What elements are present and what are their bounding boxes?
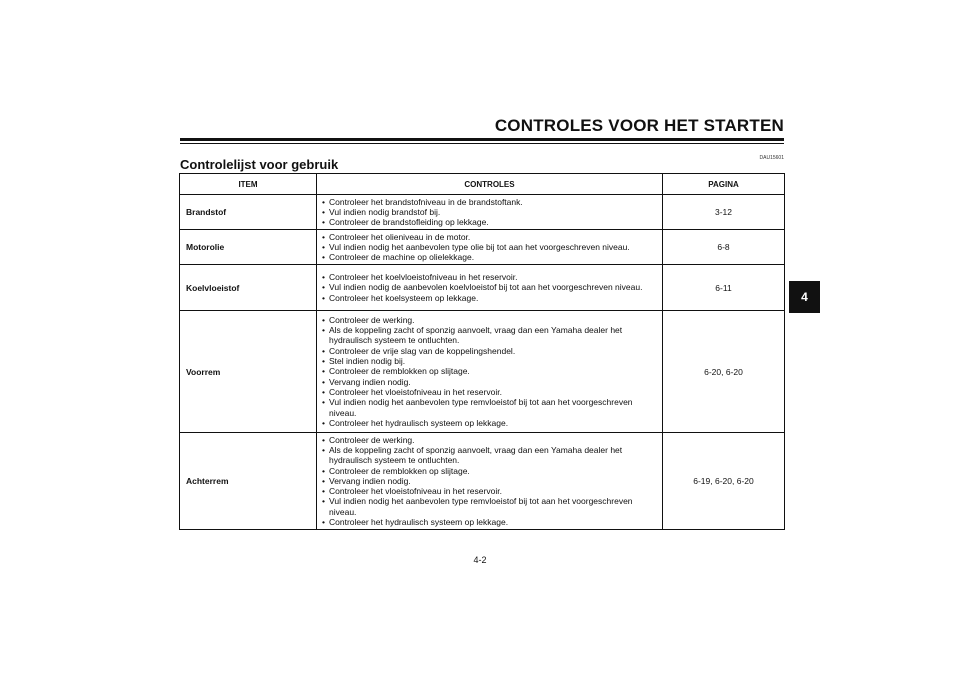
document-code: DAU15601 bbox=[759, 155, 784, 161]
check-item: • Stel indien nodig bij. bbox=[322, 356, 662, 366]
page-number: 4-2 bbox=[473, 555, 487, 565]
check-item: • Controleer het vloeistofniveau in het reservoir. bbox=[322, 486, 662, 496]
page-ref: 6-19, 6-20, 6-20 bbox=[693, 476, 754, 486]
table-row bbox=[180, 311, 784, 433]
check-item: • Vervang indien nodig. bbox=[322, 377, 662, 387]
check-item: • Controleer de remblokken op slijtage. bbox=[322, 466, 662, 476]
page-ref: 3-12 bbox=[714, 207, 732, 217]
table-row bbox=[180, 195, 784, 230]
table-row bbox=[180, 230, 784, 265]
page-ref: 6-8 bbox=[717, 242, 730, 252]
check-item: • Controleer het olieniveau in de motor. bbox=[322, 232, 630, 242]
checks-cell bbox=[317, 265, 663, 310]
header-controles: CONTROLES bbox=[317, 174, 663, 194]
item-name: Brandstof bbox=[180, 195, 317, 229]
check-item: • Controleer de brandstofleiding op lekkage. bbox=[322, 217, 523, 227]
check-item: • Controleer de machine op olielekkage. bbox=[322, 252, 630, 262]
checks-cell bbox=[317, 311, 663, 432]
check-list bbox=[322, 232, 630, 263]
check-list bbox=[322, 197, 523, 228]
chapter-tab: 4 bbox=[789, 281, 820, 313]
check-item: • Vul indien nodig het aanbevolen type remvloeistof bij tot aan het voorgeschreven niveau. bbox=[322, 397, 662, 418]
check-item: • Controleer de vrije slag van de koppelingshendel. bbox=[322, 346, 662, 356]
header-item: ITEM bbox=[180, 174, 317, 194]
check-item: • Vervang indien nodig. bbox=[322, 476, 662, 486]
check-item: • Vul indien nodig brandstof bij. bbox=[322, 207, 523, 217]
item-name: Motorolie bbox=[180, 230, 317, 264]
check-item: • Controleer de remblokken op slijtage. bbox=[322, 366, 662, 376]
header-rule-thin bbox=[180, 143, 784, 144]
table-row bbox=[180, 433, 784, 529]
header-pagina: PAGINA bbox=[708, 179, 739, 189]
checks-cell bbox=[317, 195, 663, 229]
check-item: • Controleer het vloeistofniveau in het reservoir. bbox=[322, 387, 662, 397]
check-item: • Controleer het hydraulisch systeem op lekkage. bbox=[322, 418, 662, 428]
table-row bbox=[180, 265, 784, 311]
header-rule bbox=[180, 138, 784, 141]
page-header-title: CONTROLES VOOR HET STARTEN bbox=[494, 116, 784, 135]
check-item: • Controleer het brandstofniveau in de brandstoftank. bbox=[322, 197, 523, 207]
check-item: • Controleer het koelsysteem op lekkage. bbox=[322, 293, 642, 303]
check-item: • Controleer het hydraulisch systeem op lekkage. bbox=[322, 517, 662, 527]
item-name: Achterrem bbox=[180, 433, 317, 529]
check-item: • Vul indien nodig de aanbevolen koelvloeistof bij tot aan het voorgeschreven niveau. bbox=[322, 282, 642, 292]
check-item: • Vul indien nodig het aanbevolen type olie bij tot aan het voorgeschreven niveau. bbox=[322, 242, 630, 252]
checks-cell bbox=[317, 230, 663, 264]
check-item: • Controleer het koelvloeistofniveau in het reservoir. bbox=[322, 272, 642, 282]
check-item: • Controleer de werking. bbox=[322, 435, 662, 445]
item-name: Koelvloeistof bbox=[180, 265, 317, 310]
check-item: • Als de koppeling zacht of sponzig aanvoelt, vraag dan een Yamaha dealer het hydraulisch systeem te ontluchten. bbox=[322, 325, 662, 346]
check-list bbox=[322, 315, 662, 428]
page-ref: 6-11 bbox=[715, 282, 732, 293]
check-item: • Als de koppeling zacht of sponzig aanvoelt, vraag dan een Yamaha dealer het hydraulisch systeem te ontluchten. bbox=[322, 445, 662, 466]
section-title: Controlelijst voor gebruik bbox=[180, 157, 339, 172]
table-header-row bbox=[180, 174, 784, 195]
check-list bbox=[322, 435, 662, 528]
check-list bbox=[322, 272, 642, 303]
checks-cell bbox=[317, 433, 663, 529]
checklist-table bbox=[179, 173, 785, 530]
item-name: Voorrem bbox=[180, 311, 317, 432]
check-item: • Vul indien nodig het aanbevolen type remvloeistof bij tot aan het voorgeschreven niveau. bbox=[322, 496, 662, 517]
check-item: • Controleer de werking. bbox=[322, 315, 662, 325]
page-ref: 6-20, 6-20 bbox=[704, 366, 743, 377]
